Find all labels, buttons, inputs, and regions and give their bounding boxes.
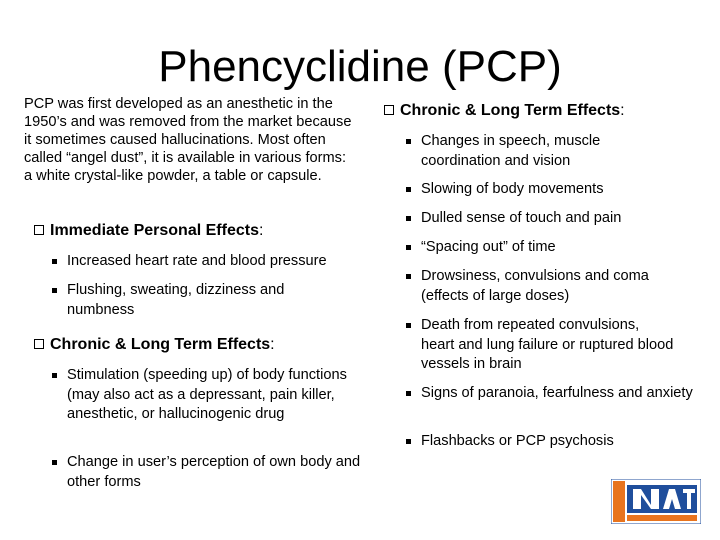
left-chronic-effects-heading: [34, 335, 275, 355]
list-item: [421, 180, 691, 200]
checkbox-bullet-icon: [34, 225, 44, 235]
list-item-text: Signs of paranoia, fearfulness and anxiety: [421, 385, 693, 401]
right-chronic-effects-heading-text: Chronic & Long Term Effects: [400, 102, 621, 119]
list-item-text: “Spacing out” of time: [421, 239, 556, 255]
immediate-effects-heading: [34, 221, 263, 241]
square-bullet-icon: [52, 460, 57, 465]
list-item: [421, 132, 661, 171]
list-item: [421, 384, 701, 404]
square-bullet-icon: [52, 288, 57, 293]
list-item-text: Flashbacks or PCP psychosis: [421, 433, 614, 449]
list-item: [67, 366, 362, 425]
list-item: [421, 267, 686, 306]
list-item-text: Dulled sense of touch and pain: [421, 210, 622, 226]
heading-colon: :: [258, 222, 264, 239]
list-item-text: Stimulation (speeding up) of body functions (may also act as a depressant, pain killer, anesthetic, or hallucinogenic drug: [67, 367, 347, 422]
square-bullet-icon: [406, 139, 411, 144]
list-item-text: Drowsiness, convulsions and coma (effects of large doses): [421, 268, 649, 304]
nata-logo: [611, 479, 701, 524]
square-bullet-icon: [406, 216, 411, 221]
list-item-text: Changes in speech, muscle coordination and vision: [421, 133, 601, 169]
square-bullet-icon: [406, 245, 411, 250]
immediate-effects-heading-text: Immediate Personal Effects: [50, 222, 259, 239]
nata-logo-graphic: [611, 479, 701, 524]
list-item: [67, 281, 317, 320]
square-bullet-icon: [406, 323, 411, 328]
list-item: [421, 316, 676, 375]
heading-colon: :: [620, 102, 625, 119]
intro-paragraph: PCP was first developed as an anesthetic in the 1950’s and was removed from the market because it sometimes caused hallucinations. Most often called “angel dust”, it is available in various forms: a white crystal-like powder, a table or capsule.: [24, 96, 352, 184]
list-item-text: Change in user’s perception of own body and other forms: [67, 454, 361, 490]
slide-title: Phencyclidine (PCP): [158, 42, 562, 91]
list-item-text: Increased heart rate and blood pressure: [67, 253, 327, 269]
list-item: [421, 238, 691, 258]
list-item: [421, 432, 701, 452]
list-item-text: Death from repeated convulsions, heart and lung failure or ruptured blood vessels in brain: [421, 317, 674, 372]
right-chronic-effects-heading: [384, 101, 625, 121]
list-item-text: Flushing, sweating, dizziness and numbness: [67, 282, 285, 318]
list-item: [67, 252, 367, 272]
list-item: [67, 453, 367, 492]
checkbox-bullet-icon: [34, 339, 44, 349]
square-bullet-icon: [406, 439, 411, 444]
checkbox-bullet-icon: [384, 105, 394, 115]
square-bullet-icon: [406, 187, 411, 192]
square-bullet-icon: [52, 259, 57, 264]
list-item-text: Slowing of body movements: [421, 181, 604, 197]
list-item: [421, 209, 701, 229]
square-bullet-icon: [406, 274, 411, 279]
square-bullet-icon: [52, 373, 57, 378]
heading-colon: :: [270, 336, 275, 353]
left-chronic-effects-heading-text: Chronic & Long Term Effects: [50, 336, 271, 353]
square-bullet-icon: [406, 391, 411, 396]
